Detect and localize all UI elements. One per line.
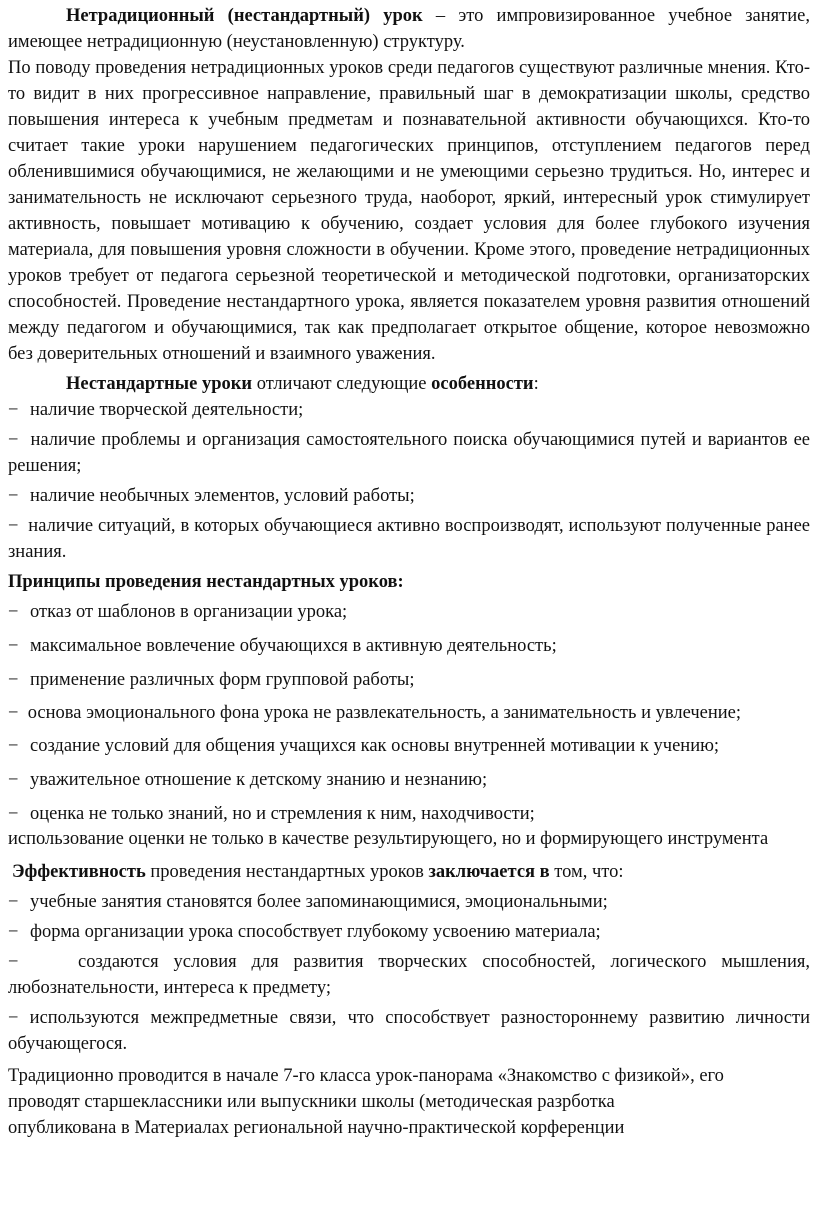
dash-bullet: −: [8, 703, 19, 723]
opinions-paragraph: По поводу проведения нетрадиционных уроков среди педагогов существуют различные мнения. Кто-то видит в них прогрессивное направление, правильный шаг в демократизации школы, средство повышения интереса к учебным предметам и познавательной активности обучающихся. Кто-то считает такие уроки нарушением педагогических принципов, отступлением педагогов перед обленившимися обучающимися, не желающими и не умеющими серьезно трудиться. Но, интерес и занимательность не исключают серьезного труда, наоборот, яркий, интересный урок стимулирует активность, повышает мотивацию к обучению, создает условия для более глубокого изучения материала, для повышения уровня сложности в обучении. Кроме этого, проведение нетрадиционных уроков требует от педагога серьезной теоретической и методической подготовки, организаторских способностей. Проведение нестандартного урока, является показателем уровня развития отношений между педагогом и обучающимися, так как предполагает открытое общение, которое невозможно без доверительных отношений и взаимного уважения.: [8, 58, 810, 364]
list-item-text: применение различных форм групповой работы;: [30, 670, 415, 690]
list-item: [8, 949, 810, 1001]
dash-bullet: −: [8, 602, 19, 622]
list-item-text: наличие творческой деятельности;: [30, 400, 304, 420]
list-item: [8, 397, 810, 423]
intro-definition: – это импровизированное учебное занятие, имеющее нетрадиционную (неустановленную) структуру.: [8, 6, 811, 52]
list-item: [8, 733, 810, 759]
dash-bullet: −: [8, 952, 19, 972]
list-item-text: основа эмоционального фона урока не развлекательность, а занимательность и увлечение;: [27, 703, 741, 723]
list-item-text: уважительное отношение к детскому знанию и незнанию;: [30, 770, 488, 790]
list-item: [8, 701, 810, 725]
list-item-text: максимальное вовлечение обучающихся в активную деятельность;: [30, 636, 557, 656]
list-item-text: используются межпредметные связи, что способствует разностороннему развитию личности обучающегося.: [8, 1008, 810, 1054]
list-item: [8, 667, 810, 693]
list-item: [8, 633, 810, 659]
dash-bullet: −: [8, 486, 19, 506]
list-item: [8, 427, 810, 479]
intro-term: Нетрадиционный (нестандартный) урок: [66, 6, 423, 26]
dash-bullet: −: [8, 770, 19, 790]
intro-paragraph: [8, 3, 810, 55]
principles-heading: Принципы проведения нестандартных уроков:: [8, 572, 404, 592]
list-item-text: отказ от шаблонов в организации урока;: [30, 602, 348, 622]
list-item: [8, 919, 810, 945]
dash-bullet: −: [8, 804, 19, 824]
features-lead: [8, 371, 810, 397]
dash-bullet: −: [8, 516, 19, 536]
dash-bullet: −: [8, 1008, 19, 1028]
dash-bullet: −: [8, 892, 19, 912]
effectiveness-lead-end: том, что:: [549, 862, 624, 882]
list-item-text: создание условий для общения учащихся как основы внутренней мотивации к учению;: [30, 736, 720, 756]
effectiveness-lead-bold2: заключается в: [428, 862, 550, 882]
list-item-text: наличие проблемы и организация самостоятельного поиска обучающимися путей и вариантов ее решения;: [8, 430, 811, 476]
list-item-text: наличие ситуаций, в которых обучающиеся активно воспроизводят, используют полученные ранее знания.: [8, 516, 811, 562]
features-lead-bold2: особенности: [431, 374, 534, 394]
list-item: [8, 599, 810, 625]
effectiveness-lead-mid: проведения нестандартных уроков: [145, 862, 429, 882]
list-item: [8, 483, 810, 509]
features-lead-mid: отличают следующие: [252, 374, 432, 394]
list-item-text: учебные занятия становятся более запоминающимися, эмоциональными;: [30, 892, 608, 912]
list-item-text: оценка не только знаний, но и стремления к ним, находчивости;: [30, 804, 535, 824]
list-item-text: наличие необычных элементов, условий работы;: [30, 486, 415, 506]
closing-line-1: Традиционно проводится в начале 7-го класса урок-панорама «Знакомство с физикой», его: [8, 1066, 724, 1086]
list-item: [8, 1005, 810, 1057]
effectiveness-lead: [8, 859, 810, 885]
list-item: [8, 889, 810, 915]
features-lead-end: :: [533, 374, 539, 394]
dash-bullet: −: [8, 670, 19, 690]
list-item: [8, 801, 810, 827]
list-item: [8, 513, 810, 565]
dash-bullet: −: [8, 736, 19, 756]
closing-line-3: опубликована в Материалах региональной научно-практической корференции: [8, 1118, 625, 1138]
dash-bullet: −: [8, 400, 19, 420]
list-item-text: создаются условия для развития творческих способностей, логического мышления, любознательности, интереса к предмету;: [8, 952, 810, 998]
principles-trailing: использование оценки не только в качестве результирующего, но и формирующего инструмента: [8, 829, 769, 849]
dash-bullet: −: [8, 922, 19, 942]
list-item-text: форма организации урока способствует глубокому усвоению материала;: [30, 922, 601, 942]
effectiveness-lead-bold: Эффективность: [12, 862, 146, 882]
dash-bullet: −: [8, 636, 19, 656]
list-item: [8, 767, 810, 793]
features-lead-bold: Нестандартные уроки: [66, 374, 253, 394]
dash-bullet: −: [8, 430, 19, 450]
closing-line-2: проводят старшеклассники или выпускники школы (методическая разрботка: [8, 1092, 615, 1112]
